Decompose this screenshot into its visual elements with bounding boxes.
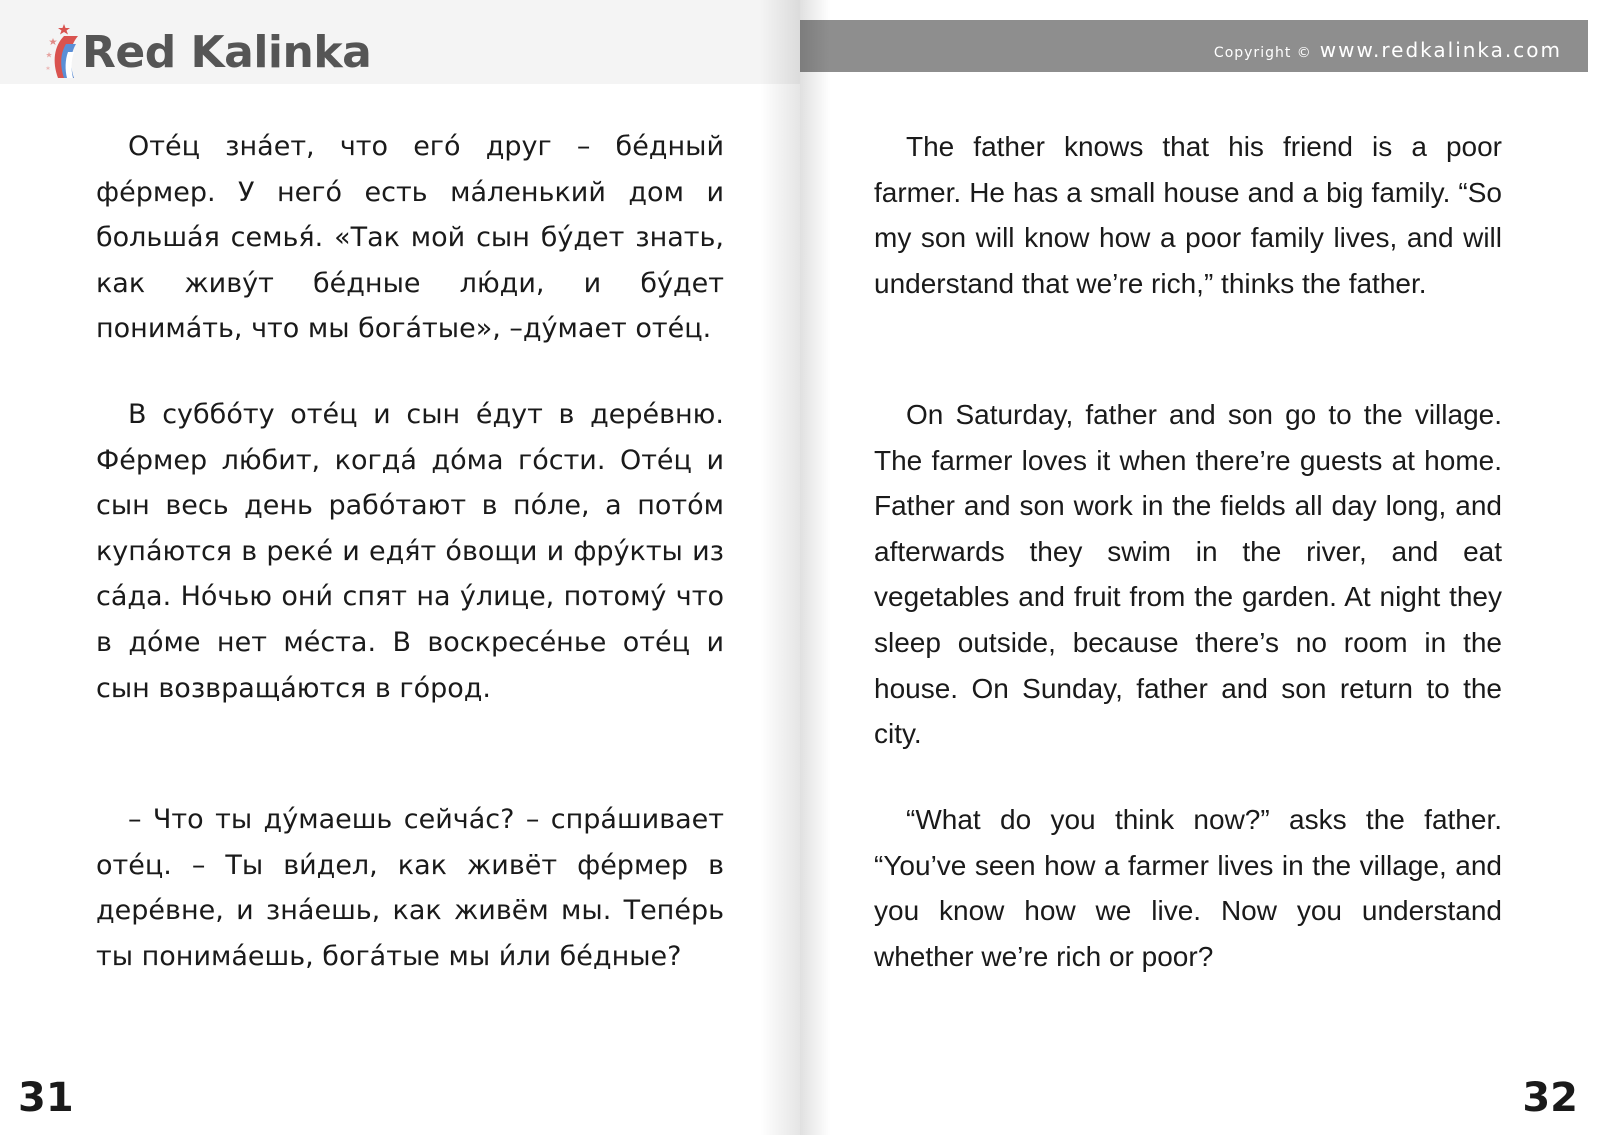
page-number-right: 32 xyxy=(1522,1075,1578,1121)
logo xyxy=(44,20,371,80)
spine-shadow-right xyxy=(800,0,830,1135)
english-text-2 xyxy=(874,392,1502,757)
paragraph-1-ru: Оте́ц зна́ет, что его́ друг – бе́дный фе́рмер. У него́ есть ма́ленький дом и больша́я семья́. «Так мой сын бу́дет знать, как живу́т бе́дные лю́ди, и бу́дет понима́ть, что мы бога́тые», –ду́мает оте́ц. xyxy=(96,131,724,345)
paragraph-3-en: “What do you think now?” asks the father. “You’ve seen how a farmer lives in the village, and you know how we live. Now you understand whether we’re rich or poor? xyxy=(874,804,1502,972)
spine-shadow-left xyxy=(760,0,800,1135)
page-number-left: 31 xyxy=(18,1075,74,1121)
paragraph-2-en: On Saturday, father and son go to the village. The farmer loves it when there’re guests at home. Father and son work in the fields all day long, and afterwards they swim in the river, and eat vegetables and fruit from the garden. At night they sleep outside, because there’s no room in the house. On Sunday, father and son return to the city. xyxy=(874,399,1502,750)
english-text-3 xyxy=(874,797,1502,979)
russian-text-3 xyxy=(96,797,724,979)
right-page xyxy=(800,0,1600,1135)
paragraph-1-en: The father knows that his friend is a poor farmer. He has a small house and a big family. “So my son will know how a poor family lives, and will understand that we’re rich,” thinks the father. xyxy=(874,131,1502,299)
paragraph-3-ru: – Что ты ду́маешь сейча́с? – спра́шивает оте́ц. – Ты ви́дел, как живёт фе́рмер в дере́вне, и зна́ешь, как живём мы. Тепе́рь ты понима́ешь, бога́тые мы и́ли бе́дные? xyxy=(96,804,724,972)
red-kalinka-logo-icon xyxy=(44,22,80,80)
page-header-bar xyxy=(800,20,1588,72)
logo-text: Red Kalinka xyxy=(82,27,372,78)
russian-text-2 xyxy=(96,392,724,711)
english-text xyxy=(874,124,1502,306)
copyright-notice xyxy=(1214,38,1562,62)
copyright-label: Copyright © xyxy=(1213,45,1312,61)
page-header-left xyxy=(0,0,800,84)
paragraph-2-ru: В суббо́ту оте́ц и сын е́дут в дере́вню. Фе́рмер лю́бит, когда́ до́ма го́сти. Оте́ц и сын весь день рабо́тают в по́ле, а пото́м купа́ются в реке́ и едя́т о́вощи и фру́кты из са́да. Но́чью они́ спят на у́лице, потому́ что в до́ме нет ме́ста. В воскресе́нье оте́ц и сын возвраща́ются в го́род. xyxy=(96,399,724,704)
copyright-url: www.redkalinka.com xyxy=(1319,38,1562,62)
russian-text xyxy=(96,124,724,352)
